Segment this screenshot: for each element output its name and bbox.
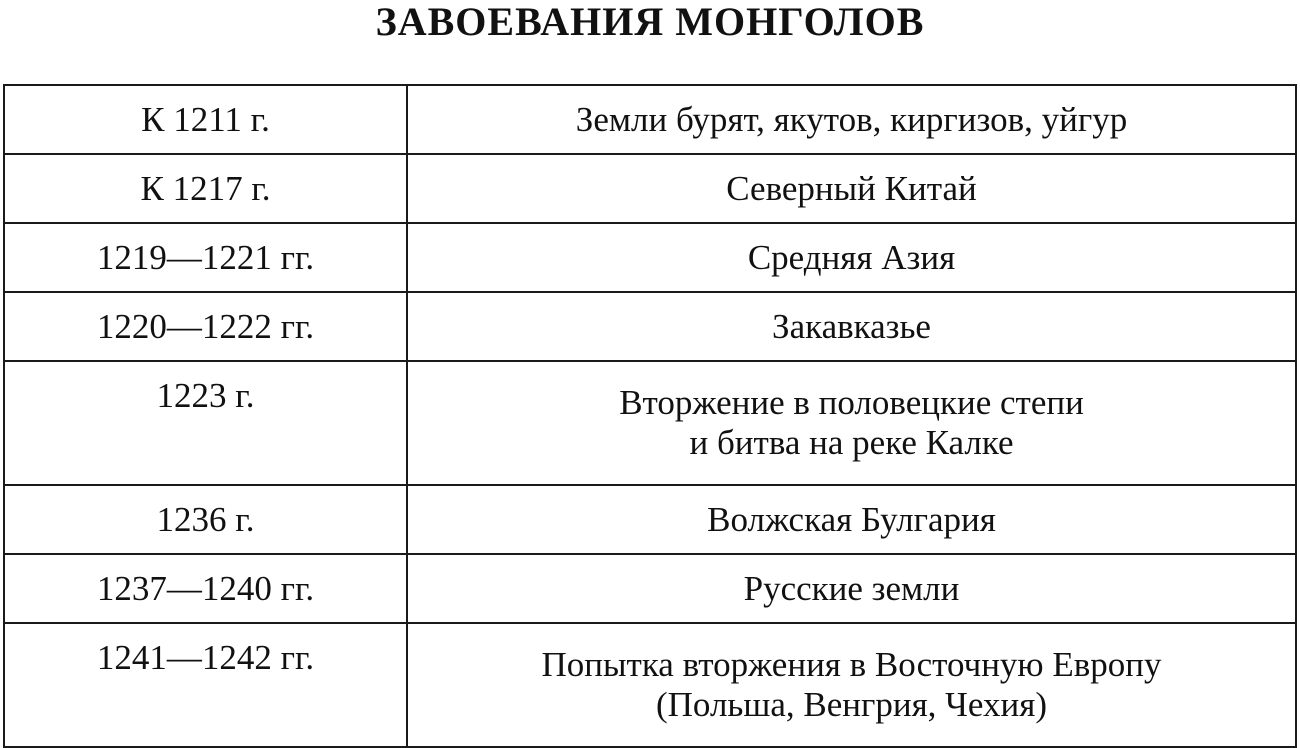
event-line: Вторжение в половецкие степи [619, 383, 1084, 422]
conquests-table [3, 84, 1297, 748]
event-line: Попытка вторжения в Восточную Европу [541, 645, 1162, 684]
table-row [4, 154, 1296, 223]
event-cell [407, 154, 1296, 223]
year-cell: 1241—1242 гг. [4, 623, 407, 747]
event-line: и битва на реке Калке [689, 423, 1014, 462]
event-line: (Польша, Венгрия, Чехия) [656, 685, 1047, 724]
table-row [4, 85, 1296, 154]
event-cell [407, 361, 1296, 485]
event-line: Северный Китай [726, 168, 977, 208]
event-cell [407, 223, 1296, 292]
page-title: ЗАВОЕВАНИЯ МОНГОЛОВ [375, 0, 925, 44]
table-row [4, 292, 1296, 361]
year-cell: 1219—1221 гг. [4, 223, 407, 292]
event-line: Волжская Булгария [707, 499, 996, 539]
year-cell: К 1217 г. [4, 154, 407, 223]
event-cell [407, 292, 1296, 361]
event-cell [407, 554, 1296, 623]
event-cell [407, 623, 1296, 747]
event-line: Закавказье [772, 306, 931, 346]
year-cell: 1237—1240 гг. [4, 554, 407, 623]
year-cell: 1220—1222 гг. [4, 292, 407, 361]
table-row [4, 361, 1296, 485]
event-line: Земли бурят, якутов, киргизов, уйгур [575, 99, 1128, 139]
year-cell: 1223 г. [4, 361, 407, 485]
event-line: Русские земли [743, 568, 960, 608]
event-cell [407, 85, 1296, 154]
year-cell: 1236 г. [4, 485, 407, 554]
table-row [4, 623, 1296, 747]
table-row [4, 554, 1296, 623]
event-cell [407, 485, 1296, 554]
year-cell: К 1211 г. [4, 85, 407, 154]
table-row [4, 223, 1296, 292]
event-line: Средняя Азия [747, 237, 956, 277]
table-row [4, 485, 1296, 554]
